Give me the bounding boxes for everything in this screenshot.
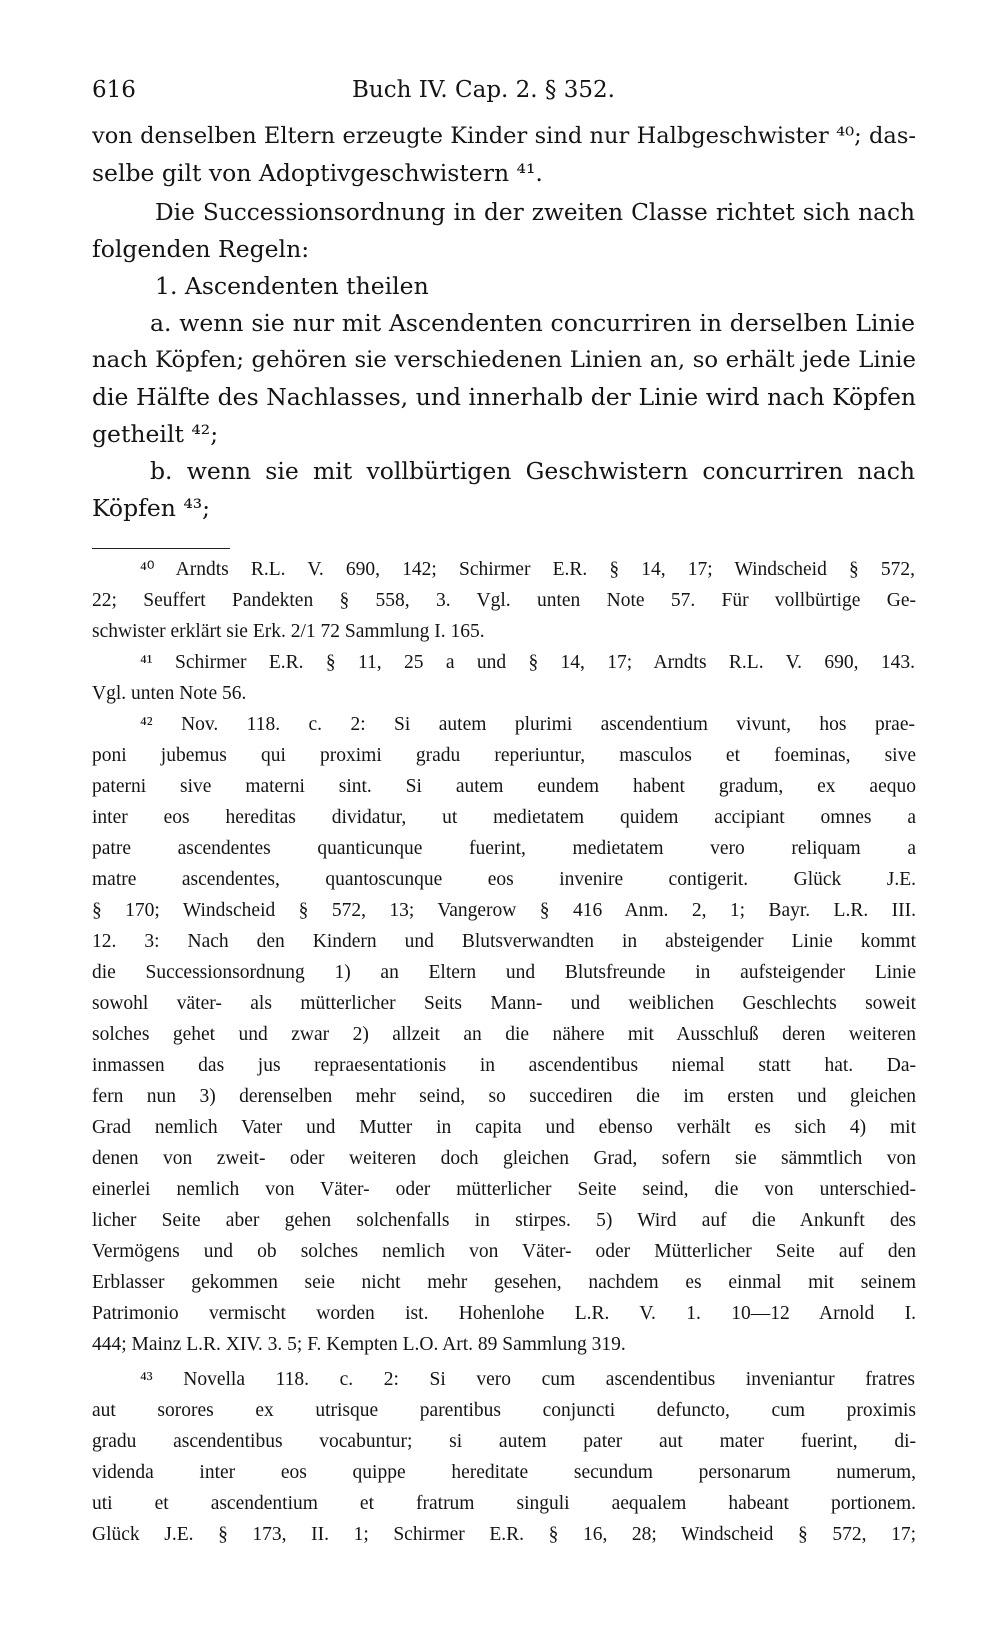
footnote-line: schwister erklärt sie Erk. 2/1 72 Sammlung I. 165.	[92, 621, 485, 642]
footnote-line: inmassen das jus repraesentationis in ascendentibus niemal statt hat. Da-	[92, 1055, 916, 1076]
text-line: getheilt ⁴²;	[92, 420, 219, 448]
text-line: folgenden Regeln:	[92, 235, 310, 263]
footnote-line: 444; Mainz L.R. XIV. 3. 5; F. Kempten L.O. Art. 89 Sammlung 319.	[92, 1334, 626, 1355]
footnote-line: ⁴⁰ Arndts R.L. V. 690, 142; Schirmer E.R. § 14, 17; Windscheid § 572,	[140, 559, 915, 580]
page-header	[92, 70, 910, 110]
footnote-line: 22; Seuffert Pandekten § 558, 3. Vgl. unten Note 57. Für vollbürtige Ge-	[92, 590, 916, 611]
footnote-line: ⁴² Nov. 118. c. 2: Si autem plurimi ascendentium vivunt, hos prae-	[140, 714, 915, 735]
footnote-line: matre ascendentes, quantoscunque eos invenire contigerit. Glück J.E.	[92, 869, 916, 890]
text-line: 1. Ascendenten theilen	[155, 272, 429, 300]
footnote-line: Patrimonio vermischt worden ist. Hohenlohe L.R. V. 1. 10—12 Arnold I.	[92, 1303, 916, 1324]
text-line: selbe gilt von Adoptivgeschwistern ⁴¹.	[92, 159, 543, 187]
footnote-line: § 170; Windscheid § 572, 13; Vangerow § 416 Anm. 2, 1; Bayr. L.R. III.	[92, 900, 916, 921]
footnote-line: Vermögens und ob solches nemlich von Väter- oder Mütterlicher Seite auf den	[92, 1241, 916, 1262]
footnote-line: Erblasser gekommen seie nicht mehr gesehen, nachdem es einmal mit seinem	[92, 1272, 916, 1293]
text-line: nach Köpfen; gehören sie verschiedenen Linien an, so erhält jede Linie	[92, 347, 916, 373]
text-line: a. wenn sie nur mit Ascendenten concurriren in derselben Linie	[150, 309, 915, 337]
text-line: von denselben Eltern erzeugte Kinder sind nur Halbgeschwister ⁴⁰; das-	[92, 123, 916, 149]
footnote-line: inter eos hereditas dividatur, ut medietatem quidem accipiant omnes a	[92, 807, 916, 828]
footnote-line: aut sorores ex utrisque parentibus conjuncti defuncto, cum proximis	[92, 1400, 916, 1421]
footnote-line: paterni sive materni sint. Si autem eundem habent gradum, ex aequo	[92, 776, 916, 797]
running-head: Buch IV. Cap. 2. § 352.	[352, 77, 615, 103]
footnote-line: solches gehet und zwar 2) allzeit an die nähere mit Ausschluß deren weiteren	[92, 1024, 916, 1045]
footnote-line: Vgl. unten Note 56.	[92, 683, 247, 704]
footnote-line: poni jubemus qui proximi gradu reperiuntur, masculos et foeminas, sive	[92, 745, 916, 766]
text-line: Köpfen ⁴³;	[92, 494, 211, 522]
text-line: die Hälfte des Nachlasses, und innerhalb der Linie wird nach Köpfen	[92, 383, 916, 411]
footnote-line: Grad nemlich Vater und Mutter in capita und ebenso verhält es sich 4) mit	[92, 1117, 916, 1138]
footnote-line: uti et ascendentium et fratrum singuli aequalem habeant portionem.	[92, 1493, 916, 1514]
footnote-line: sowohl väter- als mütterlicher Seits Mann- und weiblichen Geschlechts soweit	[92, 993, 916, 1014]
footnote-divider	[92, 548, 230, 549]
footnote-line: fern nun 3) derenselben mehr seind, so succediren die im ersten und gleichen	[92, 1086, 916, 1107]
footnote-line: patre ascendentes quanticunque fuerint, medietatem vero reliquam a	[92, 838, 916, 859]
footnote-line: Glück J.E. § 173, II. 1; Schirmer E.R. § 16, 28; Windscheid § 572, 17;	[92, 1524, 916, 1545]
footnote-line: 12. 3: Nach den Kindern und Blutsverwandten in absteigender Linie kommt	[92, 931, 916, 952]
footnote-line: gradu ascendentibus vocabuntur; si autem pater aut mater fuerint, di-	[92, 1431, 916, 1452]
footnote-line: videnda inter eos quippe hereditate secundum personarum numerum,	[92, 1462, 916, 1483]
footnote-line: einerlei nemlich von Väter- oder mütterlicher Seite seind, die von unterschied-	[92, 1179, 916, 1200]
text-line: Die Successionsordnung in der zweiten Classe richtet sich nach	[155, 199, 915, 226]
footnote-line: die Successionsordnung 1) an Eltern und Blutsfreunde in aufsteigender Linie	[92, 962, 916, 983]
footnote-line: ⁴³ Novella 118. c. 2: Si vero cum ascendentibus inveniantur fratres	[140, 1369, 915, 1390]
page-number: 616	[92, 77, 136, 103]
text-line: b. wenn sie mit vollbürtigen Geschwistern concurriren nach	[150, 457, 915, 485]
footnote-line: denen von zweit- oder weiteren doch gleichen Grad, sofern sie sämmtlich von	[92, 1148, 916, 1169]
footnote-line: licher Seite aber gehen solchenfalls in stirpes. 5) Wird auf die Ankunft des	[92, 1210, 916, 1231]
footnote-line: ⁴¹ Schirmer E.R. § 11, 25 a und § 14, 17; Arndts R.L. V. 690, 143.	[140, 652, 915, 673]
